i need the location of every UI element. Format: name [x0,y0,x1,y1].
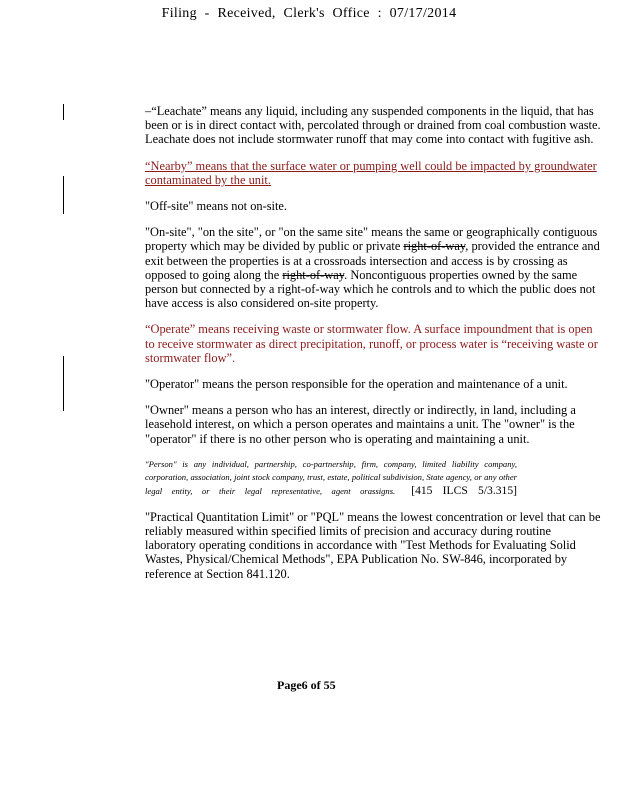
offsite-text: "Off-site" means not on-site. [145,199,288,214]
definition-nearby [145,159,601,187]
onsite-overlap1: right-of-way [403,239,466,254]
nearby-text: “Nearby” means that the surface water or pumping well could be impacted by groundwater contaminated by the unit. [145,158,597,187]
footer-of-label: of [310,678,321,692]
leachate-text: “Leachate” means any liquid, including any suspended components in the liquid, that has been or is in direct contact with, percolated through or drained from coal combustion waste. Leachate does not include stormwater runoff that may come into contact with fugitive ash. [145,104,601,147]
footer-page-label: Page [277,678,302,692]
definition-person [145,458,517,498]
onsite-part3: . Noncontiguous properties owned by the same person but connected by a right-of-way which he controls and to which the public does not have access is also considered on-site property. [145,267,596,311]
change-bar-nearby [63,176,64,214]
onsite-overlap2: right-of-way [282,267,345,282]
onsite-part1: "On-site", "on the site", or "on the same site" means the same or geographically contiguous property which may be divided by public or private [145,225,598,254]
onsite-part2: , provided the entrance and exit between the properties is at a crossroads intersection and access is by crossing as opposed to going along the [145,239,600,282]
page-footer [277,678,336,693]
document-body [145,104,601,593]
definition-onsite [145,225,601,310]
person-citation: [415 ILCS 5/3.315] [411,483,517,497]
pql-text: "Practical Quantitation Limit" or "PQL" means the lowest concentration or level that can be reliably measured within specified limits of precision and accuracy during routine laboratory operating conditions in accordance with "Test Methods for Evaluating Solid Wastes, Physical/Chemical Methods", EPA Publication No. SW-846, incorporated by reference at Section 841.120. [145,509,601,581]
footer-page-number: 6 [301,678,308,692]
operate-text: “Operate” means receiving waste or stormwater flow. A surface impoundment that is open to receive stormwater as direct precipitation, runoff, or process water is “receiving waste or stormwater flow”. [145,322,598,365]
change-bar-leachate [63,104,64,120]
owner-text: "Owner" means a person who has an interest, directly or indirectly, in land, including a leasehold interest, on which a person operates and maintains a unit. The "owner" is the "operator" if there is no other person who is operating and maintaining a unit. [145,403,576,446]
definition-operator [145,377,601,391]
operator-text: "Operator" means the person responsible for the operation and maintenance of a unit. [145,377,568,392]
change-bar-operate [63,356,64,411]
footer-total-pages: 55 [323,678,336,692]
leachate-dash: – [145,104,152,118]
definition-operate [145,322,601,365]
definition-offsite [145,199,601,213]
definition-pql [145,510,601,581]
definition-owner [145,403,601,446]
definition-leachate [145,104,601,147]
person-text: "Person" is any individual, partnership, co-partnership, firm, company, limited liability company, corporation, association, joint stock company, trust, estate, political subdivision, State agency, or any other legal entity, or their legal representative, agent orassigns. [145,458,517,496]
filing-header: Filing - Received, Clerk's Office : 07/17/2014 [161,6,457,21]
